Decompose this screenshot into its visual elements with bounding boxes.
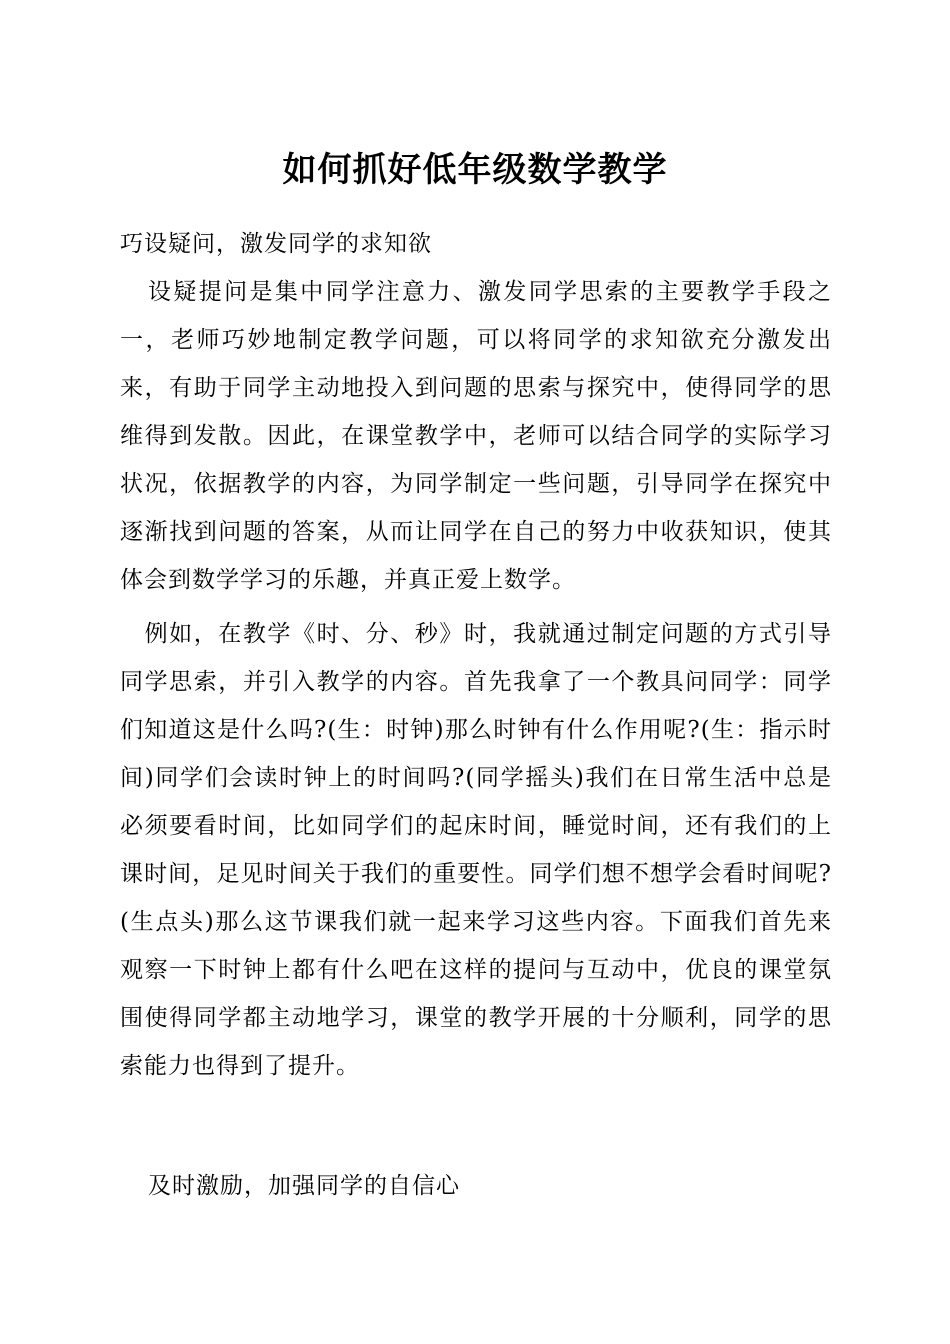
paragraph-example: 例如，在教学《时、分、秒》时，我就通过制定问题的方式引导同学思索，并引入教学的内容。首先我拿了一个教具问同学：同学们知道这是什么吗?(生：时钟)那么时钟有什么作用呢?(生：指示时间)同学们会读时钟上的时间吗?(同学摇头)我们在日常生活中总是必须要看时间，比如同学们的起床时间，睡觉时间，还有我们的上课时间，足见时间关于我们的重要性。同学们想不想学会看时间呢?(生点头)那么这节课我们就一起来学习这些内容。下面我们首先来观察一下时钟上都有什么吧在这样的提问与互动中，优良的课堂氛围使得同学都主动地学习，课堂的教学开展的十分顺利，同学的思索能力也得到了提升。 <box>120 621 832 1079</box>
section-heading-questions: 巧设疑问，激发同学的求知欲 <box>120 231 432 257</box>
document-title: 如何抓好低年级数学教学 <box>282 150 668 190</box>
paragraph-questioning: 设疑提问是集中同学注意力、激发同学思索的主要教学手段之一，老师巧妙地制定教学问题，可以将同学的求知欲充分激发出来，有助于同学主动地投入到问题的思索与探究中，使得同学的思维得到发散。因此，在课堂教学中，老师可以结合同学的实际学习状况，依据教学的内容，为同学制定一些问题，引导同学在探究中逐渐找到问题的答案，从而让同学在自己的努力中收获知识，使其体会到数学学习的乐趣，并真正爱上数学。 <box>120 279 832 593</box>
section-heading-encouragement: 及时激励，加强同学的自信心 <box>148 1173 460 1199</box>
